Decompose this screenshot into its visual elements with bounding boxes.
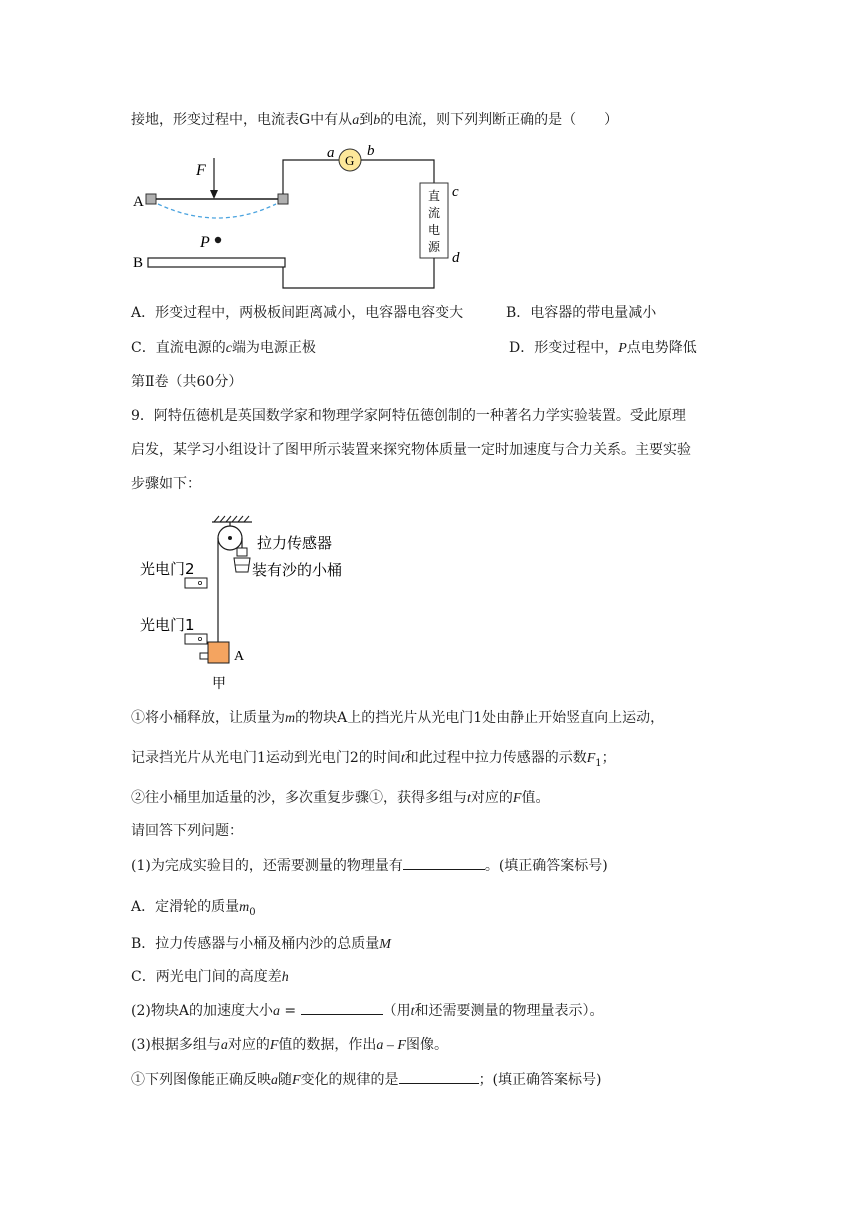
answer-prompt: 请回答下列问题： [131,823,243,839]
part-3-text-3: 值的数据，作出 [278,1037,377,1053]
label-F: F [196,162,206,179]
part-3-sub-text-3: 变化的规律的是 [300,1072,399,1088]
step-1b-text: 记录挡光片从光电门1运动到光电门2的时间 [131,750,401,766]
part-2-text-3: 和还需要测量的物理量表示）。 [414,1003,604,1019]
part-1-text-2: 。(填正确答案标号) [484,858,608,874]
var-t: t [410,1004,415,1019]
option-c-text: C．两光电门间的高度差 [131,969,282,985]
photogate-2 [185,578,207,588]
var-P: P [618,341,627,356]
var-t: t [467,791,471,806]
label-gate2: 光电门2 [140,560,195,578]
q9-intro-1: 9．阿特伍德机是英国数学家和物理学家阿特伍德创制的一种著名力学实验装置。受此原理 [131,408,686,424]
label-G: G [345,153,355,168]
option-c-text: C．直流电源的 [131,340,226,356]
q8-stem [131,110,618,131]
step-2-text: ②往小桶里加适量的沙，多次重复步骤①，获得多组与 [131,790,467,806]
var-F: F [269,1038,279,1053]
var-M: M [379,937,391,952]
part-3 [131,1035,448,1056]
option-b-text: B．电容器的带电量减小 [506,305,657,321]
part-3-sub-1 [131,1069,602,1091]
var-F1: F [586,751,596,766]
plate-a-anchor-right [278,194,288,204]
step-1b-text-2: 和此过程中拉力传感器的示数 [404,750,587,766]
label-a: a [327,145,335,161]
part-3-text-4: 图像。 [405,1037,448,1053]
option-a [131,303,463,323]
option-a-text: A．形变过程中，两极板间距离减小，电容器电容变大 [131,305,464,321]
wire-bottom [283,258,434,288]
q8-stem-text: 接地，形变过程中，电流表G中有从 [131,112,353,128]
label-sensor: 拉力传感器 [257,534,333,552]
var-b: b [373,113,381,128]
figure-caption: 甲 [212,676,226,692]
label-b: b [367,143,375,159]
option-c [131,338,316,359]
step-1b-text-3: ； [601,750,616,766]
equals-sign: = [279,1003,301,1019]
q8-stem-text-3: 的电流，则下列判断正确的是（ ） [380,112,619,128]
part-2-text-2: （用 [382,1003,411,1019]
var-m: m [285,711,296,726]
q9-intro-2: 启发，某学习小组设计了图甲所示装置来探究物体质量一定时加速度与合力关系。主要实验 [131,442,691,458]
photogate-1 [185,634,207,644]
part-1-option-c [131,967,289,988]
wire-top-left [283,160,340,194]
capacitor-circuit-figure [120,140,480,295]
var-F: F [292,1073,301,1088]
var-t: t [400,751,405,766]
wire-top-right [361,160,434,183]
q9-intro-3: 步骤如下： [131,476,201,492]
option-d-text-2: 点电势降低 [626,340,697,356]
label-d: d [452,250,460,266]
label-bucket: 装有沙的小桶 [252,561,343,579]
point-p [215,237,221,243]
var-a: a [272,1004,280,1019]
section-heading: 第Ⅱ卷（共60分） [131,374,243,390]
subscript-0: 0 [249,906,256,918]
step-1a [131,708,664,729]
answer-blank-3[interactable] [399,1069,479,1084]
part-3-sub-text-4: ；(填正确答案标号) [478,1072,602,1088]
part-3-text: (3)根据多组与 [131,1037,221,1053]
part-3-sub-text-2: 随 [278,1072,292,1088]
source-char-1: 直 [428,189,441,203]
plate-a-anchor-left [146,194,156,204]
option-a-text: A．定滑轮的质量 [131,899,240,915]
ceiling-hatch [214,516,249,522]
step-1a-text: ①将小桶释放，让质量为 [131,710,285,726]
label-block-A: A [234,649,245,664]
q8-stem-text-2: 到 [359,112,374,128]
var-F: F [512,791,522,806]
block-a [208,642,229,663]
force-sensor [237,548,247,556]
step-1b [131,748,616,774]
step-1a-text-2: 的物块A上的挡光片从光电门1处由静止开始竖直向上运动， [295,710,665,726]
part-2-text: (2)物块A的加速度大小 [131,1003,273,1019]
answer-blank-2[interactable] [301,1000,383,1015]
atwood-machine-figure [130,508,370,698]
step-2 [131,788,549,809]
option-d [509,338,697,359]
var-a: a [352,113,360,128]
subscript-1: 1 [595,757,602,769]
step-2-text-3: 值。 [521,790,550,806]
part-1-option-a [131,897,256,923]
pulley-axle [228,536,232,540]
label-P: P [200,234,210,251]
answer-blank-1[interactable] [403,855,485,870]
var-a: a [220,1038,228,1053]
var-a: a [271,1073,278,1088]
option-b-text: B．拉力传感器与小桶及桶内沙的总质量 [131,936,380,952]
label-c: c [452,184,459,200]
option-c-text-2: 端为电源正极 [231,340,316,356]
source-char-3: 电 [428,223,441,237]
var-m0: m [239,900,250,915]
var-h: h [281,970,289,985]
plate-b [148,258,285,267]
part-1-text: (1)为完成实验目的，还需要测量的物理量有 [131,858,403,874]
part-2 [131,1000,603,1022]
source-char-4: 源 [428,240,441,254]
shading-flag [200,653,208,659]
var-c: c [225,341,232,356]
deformed-plate-curve [158,204,276,218]
part-1 [131,855,608,876]
var-a-F: a – F [376,1038,406,1053]
label-A: A [133,194,144,210]
label-gate1: 光电门1 [140,616,195,634]
force-arrowhead [210,190,218,199]
part-3-sub-text: ①下列图像能正确反映 [131,1072,271,1088]
part-1-option-b [131,934,391,955]
part-3-text-2: 对应的 [227,1037,270,1053]
step-2-text-2: 对应的 [470,790,513,806]
label-B: B [133,255,144,271]
option-b [506,303,656,323]
source-char-2: 流 [428,206,441,220]
option-d-text: D．形变过程中， [509,340,619,356]
